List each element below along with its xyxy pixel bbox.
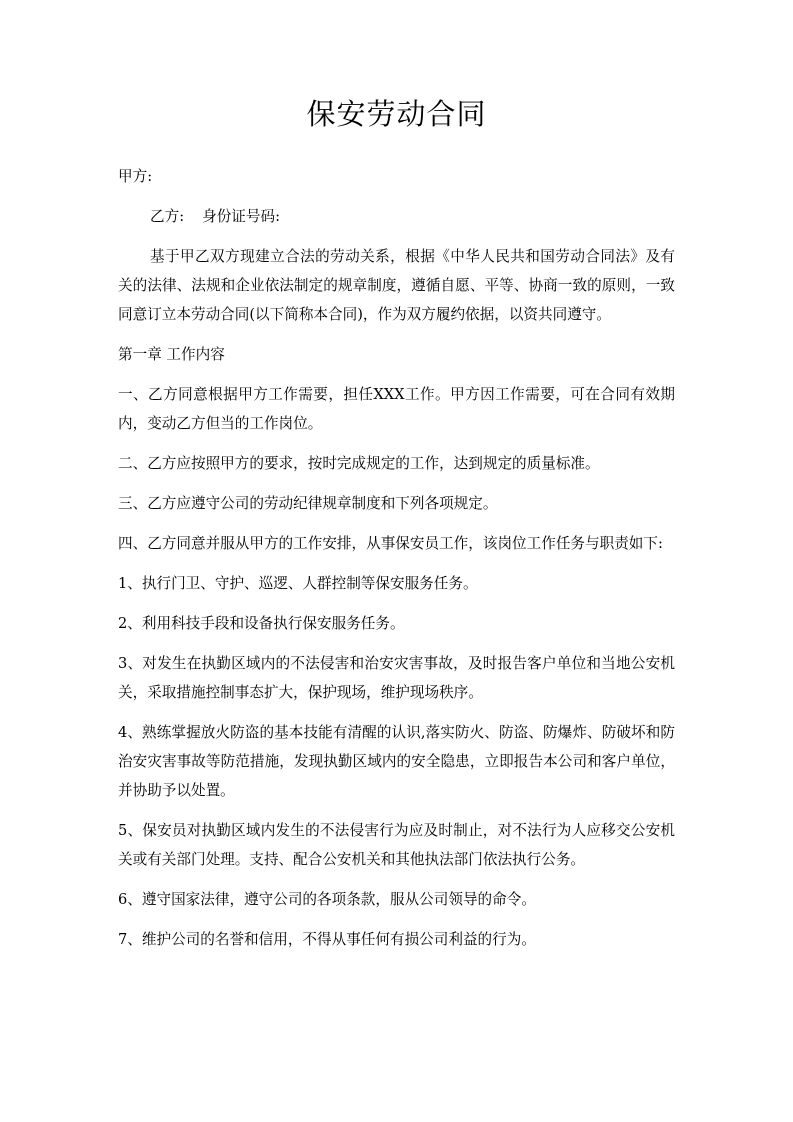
party-a-line: [118, 162, 675, 191]
party-b-label: 乙方:: [150, 208, 185, 225]
document-body: [118, 162, 675, 965]
clause-paragraph: 二、乙方应按照甲方的要求，按时完成规定的工作，达到规定的质量标准。: [118, 455, 600, 472]
party-b-line: [118, 202, 675, 231]
duty-item: 7、维护公司的名誉和信用，不得从事任何有损公司利益的行为。: [118, 931, 536, 948]
intro-paragraph: 基于甲乙双方现建立合法的劳动关系，根据《中华人民共和国劳动合同法》及有关的法律、法规和企业依法制定的规章制度，遵循自愿、平等、协商一致的原则，一致同意订立本劳动合同(以下简称本合同)，作为双方履约依据，以资共同遵守。: [118, 248, 675, 323]
clause-paragraph: 三、乙方应遵守公司的劳动纪律规章制度和下列各项规定。: [118, 495, 498, 512]
party-a-label: 甲方:: [118, 168, 153, 185]
duty-item: 2、利用科技手段和设备执行保安服务任务。: [118, 615, 405, 632]
duty-item: 1、执行门卫、守护、巡逻、人群控制等保安服务任务。: [118, 575, 478, 592]
id-number-label: 身份证号码:: [202, 208, 280, 225]
chapter-heading: 第一章 工作内容: [118, 346, 225, 363]
duty-item: 6、遵守国家法律，遵守公司的各项条款，服从公司领导的命令。: [118, 891, 536, 908]
duty-item: 5、保安员对执勤区域内发生的不法侵害行为应及时制止，对不法行为人应移交公安机关或有关部门处理。支持、配合公安机关和其他执法部门依法执行公务。: [118, 822, 675, 868]
duty-item: 3、对发生在执勤区域内的不法侵害和治安灾害事故，及时报告客户单位和当地公安机关，采取措施控制事态扩大，保护现场，维护现场秩序。: [118, 655, 675, 701]
document-title: 保安劳动合同: [306, 97, 487, 131]
duty-item: 4、熟练掌握放火防盗的基本技能有清醒的认识,落实防火、防盗、防爆炸、防破坏和防治安灾害事故等防范措施，发现执勤区域内的安全隐患，立即报告本公司和客户单位，并协助予以处置。: [118, 724, 675, 799]
clause-paragraph: 一、乙方同意根据甲方工作需要，担任XXX工作。甲方因工作需要，可在合同有效期内，变动乙方但当的工作岗位。: [118, 386, 675, 432]
clause-paragraph: 四、乙方同意并服从甲方的工作安排，从事保安员工作，该岗位工作任务与职责如下:: [118, 535, 663, 552]
